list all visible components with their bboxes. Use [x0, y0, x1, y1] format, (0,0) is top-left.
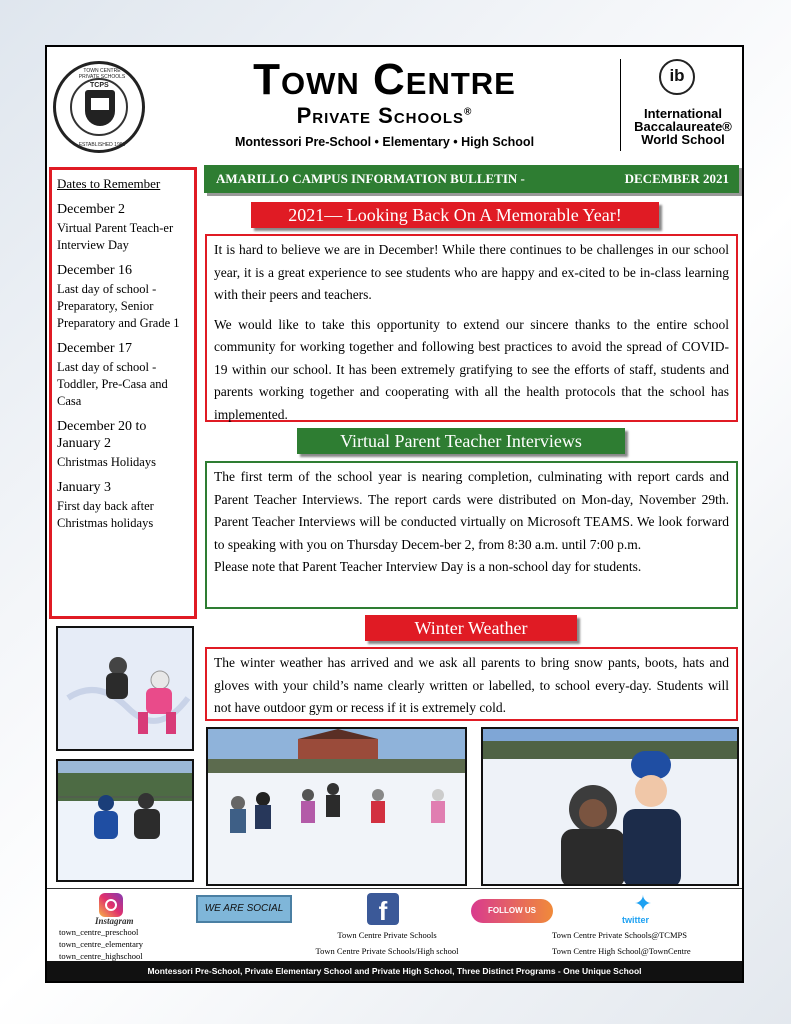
header-divider — [620, 59, 621, 151]
ib-line-3: World School — [641, 132, 725, 147]
date-description: Last day of school - Preparatory, Senior Preparatory and Grade 1 — [57, 282, 180, 330]
looking-back-paragraph-2: We would like to take this opportunity to extend our sincere thanks to the entire school community for working together and following best practices to avoid the spread of COVID-19 within our school. It has been extremely gratifying to see the efforts of staff, students and parents working together and cooperating with all the health protocols that the school has implemented. — [214, 316, 729, 422]
date-item — [57, 479, 189, 532]
ib-logo-icon: ib — [659, 59, 695, 95]
twitter-line[interactable]: Town Centre Private Schools@TCMPS — [552, 930, 687, 940]
bulletin-bar — [204, 165, 739, 193]
dates-heading: Dates to Remember — [57, 176, 161, 191]
date-item — [57, 262, 189, 332]
date-label: December 2 — [57, 202, 126, 217]
date-item — [57, 201, 189, 254]
date-description: First day back after Christmas holidays — [57, 499, 154, 530]
bulletin-campus: AMARILLO CAMPUS INFORMATION BULLETIN - — [216, 171, 525, 186]
footer-divider — [47, 888, 742, 889]
dates-to-remember — [49, 167, 197, 619]
winter-paragraph: The winter weather has arrived and we ask all parents to bring snow pants, boots, hats and gloves with your child’s name clearly written or labelled, to school every-day. Students will not have outdoor gym or recess if it is extremely cold. — [214, 655, 729, 715]
winter-box — [205, 647, 738, 721]
masthead-subtitle — [172, 103, 597, 129]
photo-kids-snow-angels — [56, 626, 194, 751]
instagram-icon[interactable] — [99, 893, 123, 917]
winter-title: Winter Weather — [365, 615, 577, 641]
date-item — [57, 340, 189, 410]
school-seal-logo — [53, 61, 145, 153]
date-label: December 16 — [57, 263, 133, 278]
registered-mark: ® — [464, 106, 473, 118]
facebook-line[interactable]: Town Centre Private Schools — [337, 930, 437, 940]
photo-two-boys-snow — [481, 727, 739, 886]
seal-top-text: TOWN CENTRE PRIVATE SCHOOLS — [78, 68, 126, 80]
newsletter-page — [45, 45, 744, 983]
ib-line-1: International — [643, 106, 722, 121]
follow-us-button[interactable]: FOLLOW US — [471, 899, 553, 923]
twitter-icon[interactable]: ✦ — [633, 891, 653, 916]
date-item — [57, 418, 189, 471]
we-are-social-badge: WE ARE SOCIAL — [196, 895, 292, 923]
twitter-line[interactable]: Town Centre High School@TownCentre — [552, 946, 691, 956]
interviews-box — [205, 461, 738, 609]
twitter-links — [552, 929, 742, 957]
facebook-icon[interactable]: f — [367, 893, 399, 925]
twitter-label: twitter — [622, 915, 649, 925]
photo-kids-sitting-snow — [56, 759, 194, 882]
facebook-line[interactable]: Town Centre Private Schools/High school — [315, 946, 459, 956]
looking-back-box — [205, 234, 738, 422]
instagram-handle[interactable]: town_centre_preschool — [59, 927, 139, 937]
bulletin-date: DECEMBER 2021 — [624, 171, 729, 186]
date-description: Last day of school - Toddler, Pre-Casa and Casa — [57, 360, 168, 408]
instagram-label: Instagram — [95, 916, 134, 926]
seal-initials: TCPS — [90, 82, 109, 89]
date-label: December 17 — [57, 341, 133, 356]
date-description: Virtual Parent Teach-er Interview Day — [57, 221, 174, 252]
date-label: January 3 — [57, 480, 112, 495]
programs-line: Montessori Pre-School • Elementary • High School — [234, 135, 535, 149]
subtitle-text: Private Schools — [296, 103, 465, 128]
seal-bottom-text: ESTABLISHED 1986 — [78, 142, 126, 148]
shield-icon — [85, 90, 115, 126]
interviews-title: Virtual Parent Teacher Interviews — [297, 428, 625, 454]
instagram-handles — [59, 926, 143, 962]
masthead-title: Town Centre — [253, 55, 516, 104]
looking-back-paragraph-1: It is hard to believe we are in December! While there continues to be challenges in our school year, it is a great experience to see students who are happy and ex-cited to be in-class learning with their peers and teachers. — [214, 242, 729, 302]
photo-kids-playground-snow — [206, 727, 467, 886]
ib-school-label — [627, 107, 739, 146]
interviews-paragraph-2: Please note that Parent Teacher Interview Day is a non-school day for students. — [214, 559, 642, 574]
looking-back-title: 2021— Looking Back On A Memorable Year! — [251, 202, 659, 228]
ib-line-2: Baccalaureate® — [634, 119, 732, 134]
date-description: Christmas Holidays — [57, 455, 156, 469]
instagram-handle[interactable]: town_centre_elementary — [59, 939, 144, 949]
bottom-tagline-bar: Montessori Pre-School, Private Elementary School and Private High School, Three Distinct Programs - One Unique School — [47, 961, 742, 981]
facebook-links — [287, 929, 487, 957]
interviews-paragraph-1: The first term of the school year is nearing completion, culminating with report cards and Parent Teacher Interviews. The report cards were distributed on Mon-day, November 29th. Parent Teacher Interviews will be conducted virtually on Microsoft TEAMS. We look forward to speaking with you on Thursday Decem-ber 2, from 8:30 a.m. until 7:00 p.m. — [214, 469, 729, 552]
date-label: December 20 to January 2 — [57, 419, 147, 451]
instagram-handle[interactable]: town_centre_highschool — [59, 951, 143, 961]
